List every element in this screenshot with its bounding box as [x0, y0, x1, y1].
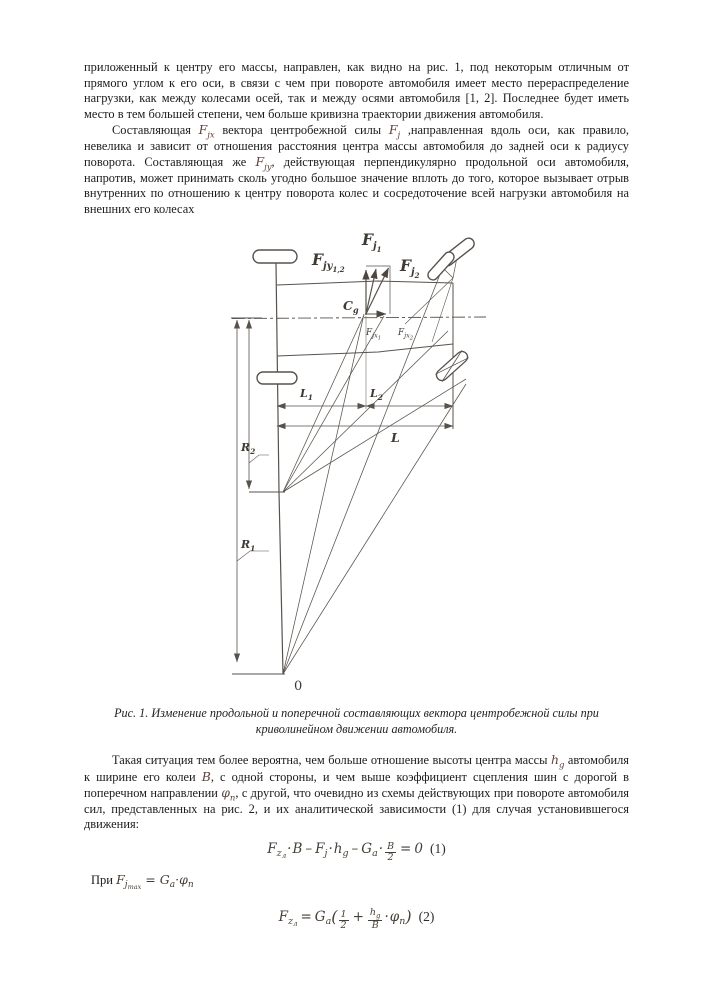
label-base: F — [366, 328, 373, 338]
label-r1 — [240, 538, 255, 553]
cg-point — [365, 313, 367, 315]
label-fj1 — [361, 231, 382, 254]
eq1-term-b: B — [292, 841, 303, 857]
label-base: R — [241, 441, 251, 454]
force-arrow-fj1 — [366, 269, 376, 314]
eq1-term-ga: $G_a$ — [361, 841, 378, 859]
eq2-term-ga: $G_a$ — [314, 909, 332, 927]
text-run: ,направленная вдоль оси, как правило, невелика и зависит от отношения расстояния центра массы автомобиля до задней оси к радиусу поворота. Составляющая же — [84, 123, 629, 170]
multiply-dot: · — [287, 841, 292, 857]
label-sub: jx — [404, 331, 410, 340]
text-run: Составляющая — [112, 123, 199, 138]
label-sub: 1 — [307, 393, 313, 402]
wheel-rear-left-rear-axle — [257, 372, 297, 384]
label-sub: g — [352, 305, 359, 315]
equals-sign: = — [300, 909, 312, 925]
math-base: B — [201, 768, 211, 784]
eq1-term-hg: $h_g$ — [333, 841, 349, 859]
label-fjx2 — [397, 328, 413, 342]
equation-number-2: (2) — [418, 909, 435, 924]
equation-1 — [84, 841, 629, 863]
eq1-term-fz: $F_{zл}$ — [267, 841, 287, 860]
text-run: вектора центробежной силы — [214, 123, 389, 138]
cond-term-ga: $G_a$ — [159, 872, 176, 890]
inline-math-phi — [221, 785, 236, 804]
label-r2 — [240, 441, 255, 456]
vehicle-axis-centerline — [232, 317, 486, 319]
open-paren: ( — [331, 907, 338, 926]
text-run: При — [91, 873, 117, 887]
label-l2 — [369, 387, 383, 402]
cond-term-fjmax: $F_{jmax}$ — [116, 872, 142, 891]
math-base: h — [550, 752, 559, 767]
minus-sign: – — [305, 841, 313, 857]
math-base: F — [388, 122, 398, 138]
equation-2 — [84, 907, 629, 931]
cond-term-phi: $\varphi_п$ — [179, 872, 194, 890]
text-run: автомобиля к ширине его колеи — [84, 753, 629, 784]
text-run: Такая ситуация тем более вероятна, чем больше отношение высоты центра массы — [112, 753, 551, 767]
label-sub: jy — [323, 261, 333, 272]
paragraph-3 — [84, 752, 629, 833]
label-subsub: 2 — [414, 271, 420, 280]
text-run: , с одной стороны, и чем выше коэффициент сцепления шин с дорогой в поперечном направлении — [84, 769, 629, 801]
figure-caption: Рис. 1. Изменение продольной и поперечной составляющих вектора центробежной силы при криволинейном движении автомобиля. — [114, 706, 599, 736]
math-base: φ — [221, 785, 230, 801]
label-base: C — [343, 298, 353, 313]
multiply-dot: · — [378, 841, 384, 857]
equation-number-1: (1) — [429, 841, 446, 856]
label-base: L — [391, 430, 400, 445]
label-sub: j — [411, 267, 415, 278]
math-base: F — [198, 122, 208, 138]
eq1-term-fj: $F_j$ — [315, 841, 328, 859]
wheel-steered-max-angle — [434, 349, 470, 383]
equals-sign: = — [400, 841, 412, 857]
radius-fan-r2 — [283, 315, 466, 492]
text-column-2 — [84, 752, 629, 833]
inline-math-fj — [388, 122, 401, 141]
label-sub: jx — [372, 331, 378, 340]
label-sub: 2 — [250, 447, 256, 456]
eq2-term-fz: $F_{zл}$ — [278, 909, 298, 928]
wheel-rear-left-front-axle — [253, 250, 297, 263]
label-fjy12 — [311, 250, 345, 274]
label-cg — [343, 298, 359, 315]
label-l — [390, 430, 400, 445]
eq1-zero: 0 — [414, 841, 423, 857]
figure-1 — [228, 231, 486, 697]
inline-math-b — [202, 769, 211, 784]
equals-sign: = — [141, 872, 160, 887]
label-base: 0 — [294, 679, 303, 694]
multiply-dot: · — [175, 872, 180, 887]
math-sub: g — [558, 760, 565, 771]
label-subsub: 1,2 — [332, 265, 345, 274]
fraction-1-over-2: $\frac{1}{2}$ — [340, 909, 347, 931]
paragraph-1: приложенный к центру его массы, направлен, как видно на рис. 1, под некоторым отличным от прямого углом к его оси, в связи с чем при повороте автомобиля имеет место перераспределение нагрузки, как между колесами осей, так и между осями автомобиля [1, 2]. Последнее будет иметь место в тем большей степени, чем больше кривизна траектории движения автомобиля. — [84, 60, 629, 121]
paragraph-2 — [84, 122, 629, 217]
lower-body-line — [277, 344, 453, 356]
label-base: F — [398, 328, 405, 338]
math-sub: jy — [264, 162, 272, 173]
eq2-term-phi: $\varphi_п$ — [389, 909, 406, 927]
inline-math-fjy — [255, 154, 272, 173]
label-subsub: 2 — [409, 335, 414, 342]
wheel-force-line-1 — [405, 278, 453, 324]
math-base: F — [255, 154, 265, 170]
upper-body-line — [277, 281, 453, 285]
inline-math-hg — [550, 752, 565, 771]
figure-svg — [228, 231, 486, 697]
force-arrow-fj2 — [366, 268, 389, 314]
close-paren: ) — [405, 907, 412, 926]
text-run: , действующая перпендикулярно продольной оси автомобиля, напротив, может принимать сколь угодно большое значение вплоть до того, которое вызывает отрыв внутренних по отношению к центру поворота колес и сосредоточение всей нагрузки автомобиля на внешних его колесах — [84, 155, 629, 216]
label-l1 — [299, 387, 313, 402]
label-base: F — [312, 250, 324, 269]
text-run: , с другой, что очевидно из схемы действующих при повороте автомобиля сил, представленных на рис. 2, и их аналитической зависимости (1) для случая установившегося движения: — [84, 786, 629, 832]
label-sub: j — [373, 241, 377, 252]
label-base: L — [370, 387, 378, 400]
label-base: F — [362, 231, 374, 249]
label-subsub: 1 — [377, 335, 382, 342]
label-base: F — [400, 256, 412, 275]
math-sub: j — [397, 130, 401, 141]
math-sub: п — [229, 793, 236, 804]
multiply-dot: · — [384, 909, 389, 925]
label-subsub: 1 — [376, 245, 382, 254]
label-sub: 2 — [377, 393, 383, 402]
minus-sign: – — [351, 841, 359, 857]
multiply-dot: · — [328, 841, 333, 857]
text-column — [84, 60, 629, 217]
label-base: L — [300, 387, 308, 400]
r2-leader — [249, 455, 269, 463]
fraction-hg-over-b: $\frac{h_g}{B}$ — [369, 906, 381, 931]
fraction-b-over-2: $\frac{B}{2}$ — [387, 841, 395, 863]
inline-math-fjx — [198, 122, 215, 141]
label-base: R — [241, 538, 251, 551]
left-body-line — [276, 263, 283, 674]
figure-linework — [231, 236, 486, 674]
label-fjx1 — [365, 328, 381, 342]
label-turn-center-o — [294, 679, 302, 694]
label-fj2 — [399, 256, 420, 280]
plus-sign: + — [352, 909, 364, 925]
label-sub: 1 — [250, 544, 256, 553]
condition-line — [84, 872, 636, 891]
wheel-steered-inner — [426, 250, 456, 282]
math-sub: jx — [207, 130, 215, 141]
